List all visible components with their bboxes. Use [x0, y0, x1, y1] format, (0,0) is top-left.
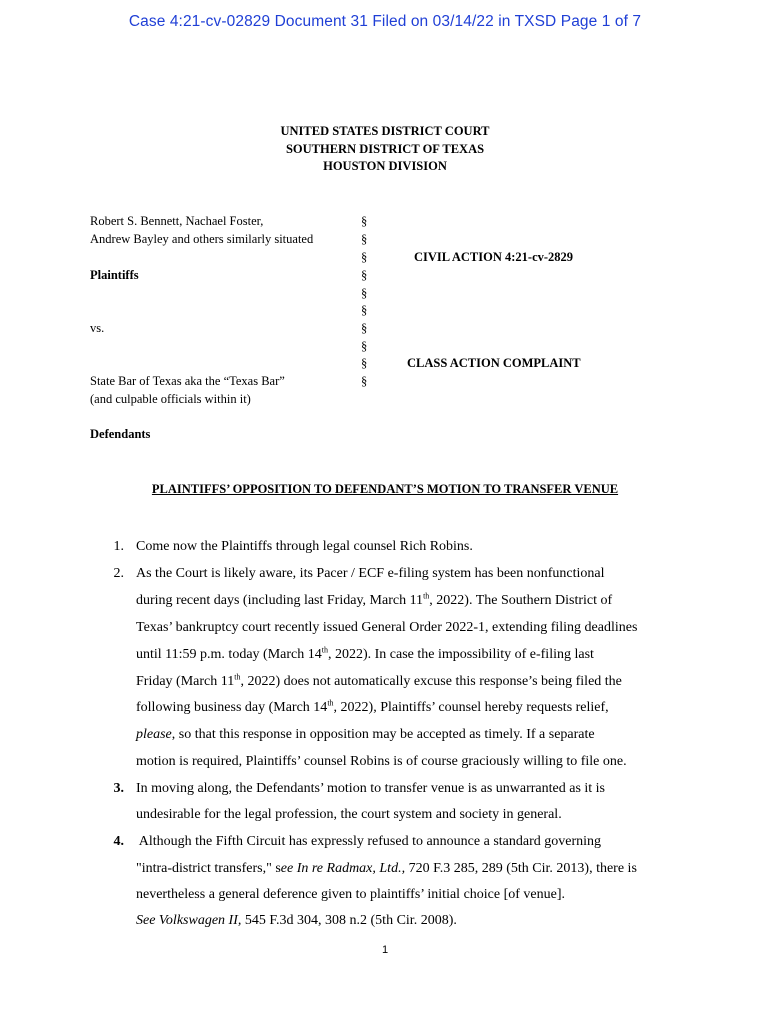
court-district: SOUTHERN DISTRICT OF TEXAS [285, 142, 485, 156]
paragraph-2-line: until 11:59 p.m. today (March 14th, 2022). In case the impossibility of e-filing last [136, 645, 594, 662]
plaintiffs-names-line1: Robert S. Bennett, Nachael Foster, [90, 214, 264, 228]
paragraph-2-line: following business day (March 14th, 2022), Plaintiffs’ counsel hereby requests relief, [136, 698, 609, 715]
document-title: PLAINTIFFS’ OPPOSITION TO DEFENDANT’S MOTION TO TRANSFER VENUE [151, 482, 619, 496]
section-mark: § [361, 286, 368, 300]
paragraph-2-line: As the Court is likely aware, its Pacer / ECF e-filing system has been nonfunctional [136, 566, 605, 581]
defendant-name-line1: State Bar of Texas aka the “Texas Bar” [90, 374, 285, 388]
complaint-type: CLASS ACTION COMPLAINT [407, 356, 581, 370]
defendants-label: Defendants [90, 427, 151, 441]
paragraph-4-line: See Volkswagen II, 545 F.3d 304, 308 n.2 (5th Cir. 2008). [136, 913, 457, 928]
plaintiffs-names-line2: Andrew Bayley and others similarly situated [90, 232, 314, 246]
section-mark: § [361, 339, 368, 353]
section-mark: § [361, 232, 368, 246]
case-header-stamp: Case 4:21-cv-02829 Document 31 Filed on 03/14/22 in TXSD Page 1 of 7 [128, 13, 642, 30]
page-number: 1 [381, 944, 389, 956]
court-division: HOUSTON DIVISION [323, 159, 447, 173]
paragraph-2-line: motion is required, Plaintiffs’ counsel Robins is of course graciously willing to file one. [136, 754, 627, 769]
civil-action-number: CIVIL ACTION 4:21-cv-2829 [414, 250, 574, 264]
court-name: UNITED STATES DISTRICT COURT [280, 124, 490, 138]
section-mark: § [361, 250, 368, 264]
section-mark: § [361, 374, 368, 388]
paragraph-2-line: please, so that this response in opposition may be accepted as timely. If a separate [136, 727, 595, 742]
section-mark: § [361, 214, 368, 228]
paragraph-2-number: 2. [113, 566, 124, 581]
paragraph-1-line: Come now the Plaintiffs through legal counsel Rich Robins. [136, 539, 473, 554]
paragraph-4-line: "intra-district transfers," see In re Radmax, Ltd., 720 F.3 285, 289 (5th Cir. 2013), there is [136, 861, 637, 876]
section-mark: § [361, 356, 368, 370]
paragraph-3-line: In moving along, the Defendants’ motion to transfer venue is as unwarranted as it is [136, 781, 606, 796]
paragraph-2-line: Friday (March 11th, 2022) does not automatically excuse this response’s being filed the [136, 672, 622, 689]
section-mark: § [361, 321, 368, 335]
paragraph-1-number: 1. [113, 539, 124, 554]
paragraph-4-line: nevertheless a general deference given to plaintiffs’ initial choice [of venue]. [136, 887, 566, 902]
section-mark: § [361, 268, 368, 282]
paragraph-2-line: during recent days (including last Friday, March 11th, 2022). The Southern District of [136, 591, 613, 608]
paragraph-3-number: 3. [113, 781, 124, 796]
paragraph-3-line: undesirable for the legal profession, the court system and society in general. [136, 807, 562, 822]
section-mark: § [361, 303, 368, 317]
defendant-name-line2: (and culpable officials within it) [90, 392, 251, 406]
paragraph-4-line: Although the Fifth Circuit has expressly refused to announce a standard governing [136, 834, 602, 849]
paragraph-2-line: Texas’ bankruptcy court recently issued General Order 2022-1, extending filing deadlines [136, 620, 638, 635]
versus-label: vs. [90, 321, 105, 335]
plaintiffs-label: Plaintiffs [90, 268, 139, 282]
paragraph-4-number: 4. [113, 834, 124, 849]
